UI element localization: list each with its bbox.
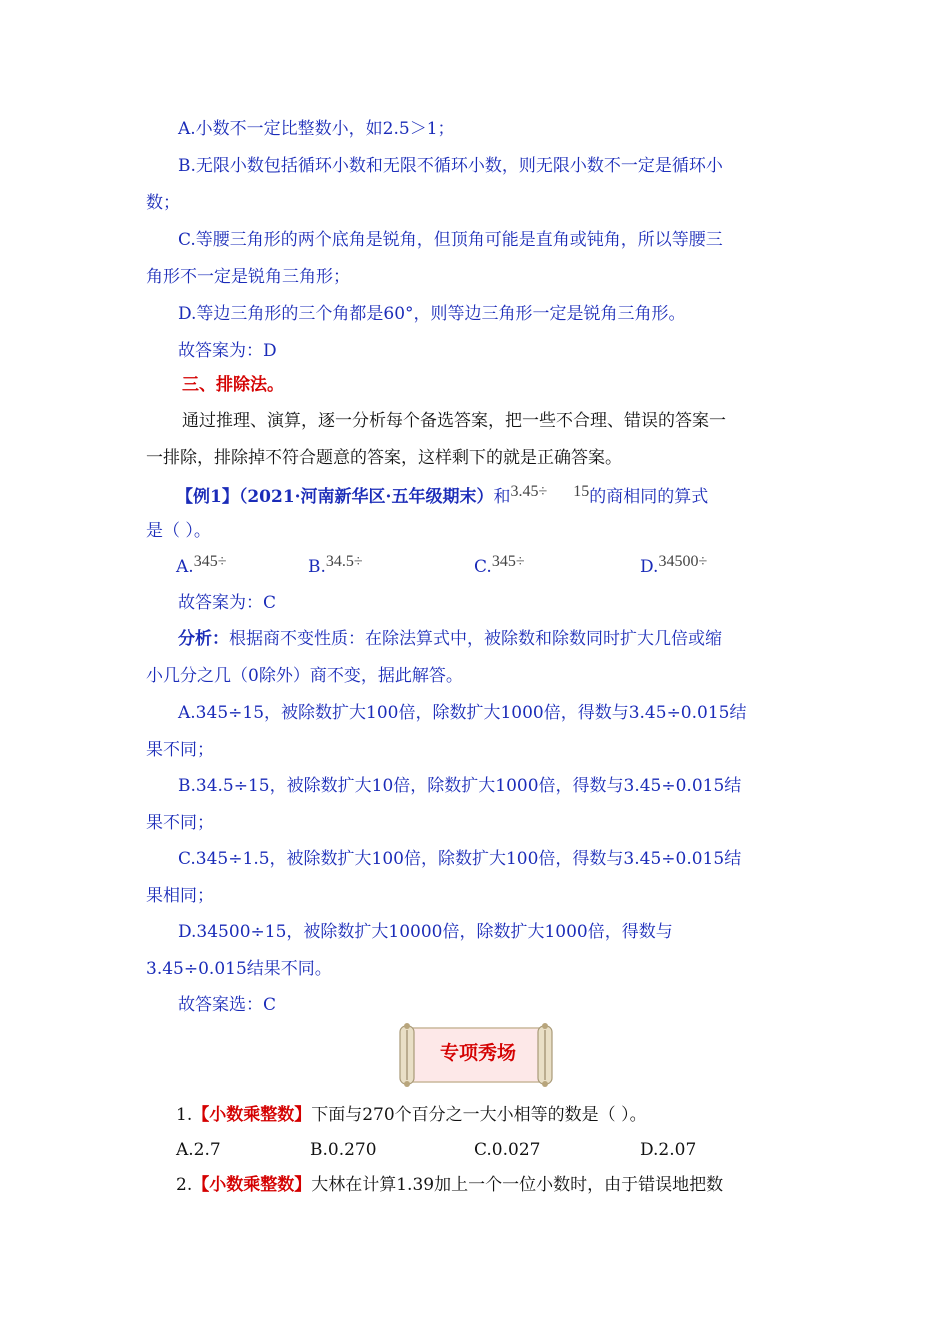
explain-b-line1: B.无限小数包括循环小数和无限不循环小数，则无限小数不一定是循环小 [178, 156, 723, 176]
q2-tag: 【小数乘整数】 [192, 1175, 312, 1195]
analysis-answer: 故答案选：C [178, 995, 277, 1015]
analysis-line2: 小几分之几（0除外）商不变，据此解答。 [146, 666, 463, 686]
q2-number: 2. [176, 1175, 193, 1195]
q1-tag: 【小数乘整数】 [192, 1105, 312, 1125]
analysis-text-a: 根据商不变性质：在除法算式中，被除数和除数同时扩大几倍或缩 [229, 629, 722, 649]
analysis-c-line1: C.345÷1.5，被除数扩大100倍，除数扩大100倍，得数与3.45÷0.015结 [178, 849, 742, 869]
option-d-expr: 34500÷ [658, 553, 708, 570]
analysis-c-line2: 果相同； [146, 886, 214, 906]
analysis-a-line2: 果不同； [146, 740, 214, 760]
option-a-label: A. [176, 557, 194, 577]
analysis-a-line1: A.345÷15，被除数扩大100倍，除数扩大1000倍，得数与3.45÷0.015结 [178, 703, 747, 723]
q1-option-c: C.0.027 [474, 1140, 541, 1160]
method-paragraph-line1: 通过推理、演算，逐一分析每个备选答案，把一些不合理、错误的答案一 [182, 411, 726, 431]
option-b-label: B. [308, 557, 326, 577]
practice-q2 [176, 1174, 723, 1196]
example-expr-a: 3.45÷ [510, 483, 548, 500]
explain-c-line1: C.等腰三角形的两个底角是锐角，但顶角可能是直角或钝角，所以等腰三 [178, 230, 723, 250]
option-c-label: C. [474, 557, 492, 577]
explain-c-line2: 角形不一定是锐角三角形； [146, 267, 350, 287]
option-c-expr: 345÷ [491, 553, 525, 570]
q1-option-d: D.2.07 [640, 1140, 697, 1160]
explain-d: D.等边三角形的三个角都是60°，则等边三角形一定是锐角三角形。 [178, 304, 686, 324]
example-he: 和 [493, 487, 511, 507]
section-banner [396, 1022, 556, 1088]
q1-option-a: A.2.7 [176, 1140, 221, 1160]
option-a [176, 553, 227, 579]
option-d [640, 553, 708, 579]
q1-text: 下面与270个百分之一大小相等的数是（ ）。 [311, 1105, 647, 1125]
analysis-b-line1: B.34.5÷15，被除数扩大10倍，除数扩大1000倍，得数与3.45÷0.015结 [178, 776, 742, 796]
example-expr-b: 15 [573, 483, 590, 500]
analysis-d-line1: D.34500÷15，被除数扩大10000倍，除数扩大1000倍，得数与 [178, 922, 673, 942]
answer-1: 故答案为：D [178, 341, 277, 361]
example-tag: 【例1】（2021·河南新华区·五年级期末） [176, 487, 494, 507]
explain-b-line2: 数； [146, 193, 180, 213]
example-question-line2: 是（ ）。 [146, 521, 211, 541]
example-answer: 故答案为：C [178, 593, 277, 613]
example-question-line1 [176, 483, 709, 509]
analysis-d-line2: 3.45÷0.015结果不同。 [146, 959, 332, 979]
q1-number: 1. [176, 1105, 193, 1125]
method-paragraph-line2: 一排除，排除掉不符合题意的答案，这样剩下的就是正确答案。 [146, 448, 622, 468]
example-rest: 的商相同的算式 [589, 487, 709, 507]
analysis-line1 [178, 628, 722, 650]
banner-title: 专项秀场 [439, 1042, 516, 1064]
q2-text: 大林在计算1.39加上一个一位小数时，由于错误地把数 [311, 1175, 724, 1195]
analysis-label: 分析： [178, 629, 229, 649]
option-c [474, 553, 525, 579]
practice-q1 [176, 1104, 647, 1126]
option-b-expr: 34.5÷ [325, 553, 363, 570]
analysis-b-line2: 果不同； [146, 813, 214, 833]
option-b [308, 553, 363, 579]
q1-option-b: B.0.270 [310, 1140, 377, 1160]
option-d-label: D. [640, 557, 659, 577]
section-heading: 三、排除法。 [182, 375, 284, 395]
explain-a: A.小数不一定比整数小，如2.5＞1； [178, 119, 455, 139]
option-a-expr: 345÷ [193, 553, 227, 570]
